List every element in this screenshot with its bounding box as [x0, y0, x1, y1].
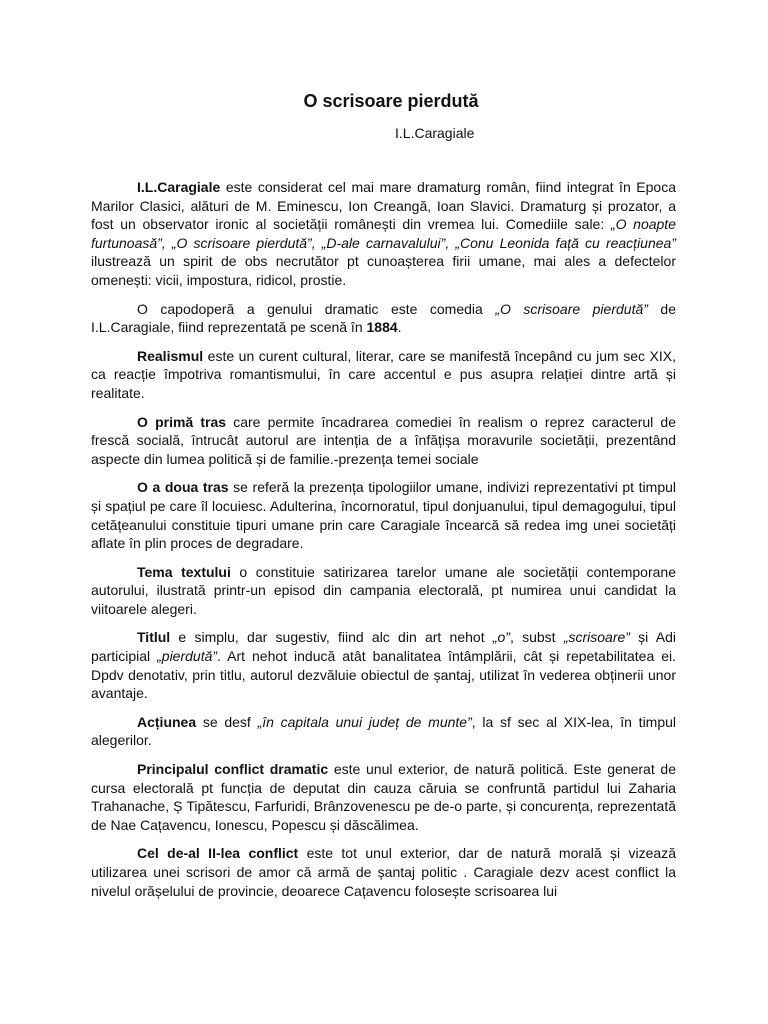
paragraph: [91, 478, 676, 552]
quoted-title: „în capitala unui județ de munte”: [257, 713, 472, 730]
paragraph: [91, 347, 676, 403]
bold-term: O a doua tras: [137, 479, 229, 496]
paragraph-text: de I.L.Caragiale, fiind reprezentată pe scenă în: [91, 300, 676, 336]
document-title: O scrisoare pierdută: [303, 91, 479, 111]
paragraph-text: , subst: [509, 629, 564, 646]
quoted-title: „O scrisoare pierdută”: [495, 300, 648, 317]
bold-term: Principalul conflict dramatic: [137, 761, 329, 778]
document-body: [91, 178, 676, 910]
paragraph-text: este tot unul exterior, dar de natură morală și vizează utilizarea unei scrisori de amor că armă de șantaj politic . Caragiale dezv acest conflict la nivelul orășelului de provincie, deoarece Cațavencu folosește scrisoarea lui: [91, 845, 676, 899]
paragraph-text: este un curent cultural, literar, care se manifestă începând cu jum sec XIX, ca reacție împotriva romantismului, în care accentul e pus asupra relației dintre artă și realitate.: [91, 347, 676, 401]
paragraph-text: este unul exterior, de natură politică. Este generat de cursa electorală pt funcția de deputat din cauza căruia se confruntă partidul lui Zaharia Trahanache, Ș Tipătescu, Farfuridi, Brânzovenescu pe de-o parte, și concurența, reprezentată de Nae Cațavencu, Ionescu, Popescu și dăscălimea.: [91, 761, 676, 833]
bold-term: Tema textului: [137, 563, 231, 580]
document-author: I.L.Caragiale: [395, 125, 475, 141]
quoted-title: „pierdută”: [157, 648, 218, 665]
paragraph: [91, 713, 676, 750]
paragraph-text: O capodoperă a genului dramatic este comedia: [137, 300, 496, 317]
paragraph-text: . Art nehot inducă atât banalitatea întâmplării, cât și repetabilitatea ei. Dpdv denotativ, prin titlu, autorul dezvăluie obiectul de șantaj, utilizat în vederea obținerii unor avantaje.: [91, 648, 676, 702]
paragraph: [91, 563, 676, 619]
paragraph-text: .: [397, 319, 402, 336]
paragraph-text: , la sf sec al XIX-lea, în timpul alegerilor.: [91, 713, 677, 749]
paragraph-text: care permite încadrarea comediei în realism o reprez caracterul de frescă socială, întrucât autorul are intenția de a înfățișa moravurile societății, prezentând aspecte din lumea politică și de familie.-prezența temei sociale: [91, 413, 677, 467]
paragraph-text: e simplu, dar sugestiv, fiind alc din art nehot: [170, 629, 493, 646]
paragraph-text: ilustrează un spirit de obs necrutător pt cunoașterea firii umane, mai ales a defectelor omenești: vicii, impostura, ridicol, prostie.: [91, 253, 676, 288]
paragraph-text: este considerat cel mai mare dramaturg român, fiind integrat în Epoca Marilor Clasici, alături de M. Eminescu, Ion Creangă, Ioan Slavici. Dramaturg și prozator, a fost un observator ironic al societății românești din vremea lui. Comediile sale:: [91, 179, 676, 233]
bold-term: Acțiunea: [137, 713, 197, 730]
bold-term: O primă tras: [137, 413, 227, 430]
quoted-title: „o”: [492, 629, 510, 646]
paragraph: [91, 628, 676, 702]
bold-term: Realismul: [137, 347, 204, 364]
bold-term: 1884: [366, 319, 398, 336]
paragraph: [91, 760, 676, 834]
paragraph: [91, 178, 676, 290]
paragraph: [91, 413, 676, 469]
paragraph: [91, 844, 676, 900]
paragraph-text: se desf: [196, 713, 258, 730]
paragraph-text: o constituie satirizarea tarelor umane ale societății contemporane autorului, ilustrată printr-un episod din campania electorală, pt numirea unui candidat la viitoarele alegeri.: [91, 563, 676, 617]
paragraph-text: se referă la prezența tipologiilor umane, indivizi reprezentativi pt timpul și spațiul pe care îl locuiesc. Adulterina, încornoratul, tipul donjuanului, tipul demagogului, tipul cetățeanului constituie tipuri umane prin care Caragiale încearcă să redea img unei societăți aflate în plin proces de degradare.: [91, 479, 677, 552]
bold-term: I.L.Caragiale: [137, 179, 221, 195]
bold-term: Cel de-al II-lea conflict: [137, 845, 299, 862]
bold-term: Titlul: [137, 629, 171, 646]
paragraph: [91, 300, 676, 337]
quoted-title: „scrisoare”: [563, 629, 630, 646]
quoted-title: „O noapte furtunoasă”, „O scrisoare pierdută”, „D-ale carnavalului”, „Conu Leonida față cu reacțiunea”: [91, 216, 676, 251]
paragraph-text: și Adi participial: [91, 629, 676, 665]
